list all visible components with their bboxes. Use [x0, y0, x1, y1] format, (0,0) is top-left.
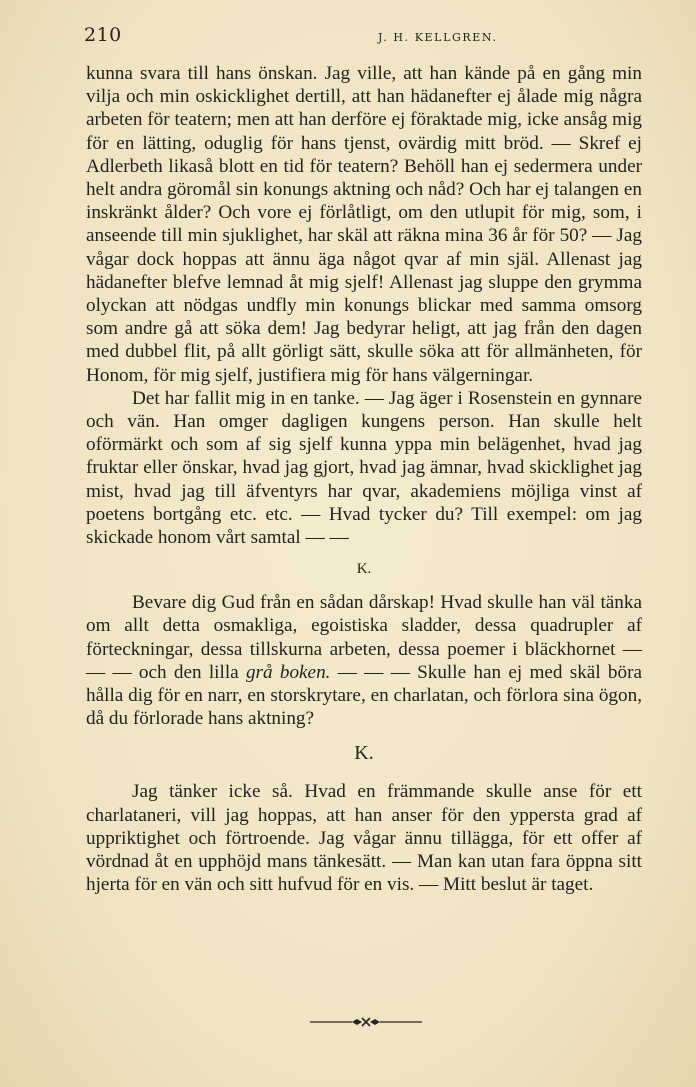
paragraph-final: Jag tänker icke så. Hvad en främmande skulle anse för ett charlataneri, vill jag hoppas, att han anser för den yppersta grad af uppriktighet och förtroende. Jag vågar ännu tillägga, för ett offer af vördnad åt en upphöjd mans tänkesätt. — Man kan utan fara öppna sitt hjerta för en vän och sitt hufvud för en vis. — Mitt beslut är taget.: [86, 781, 642, 896]
italic-book-title: grå boken.: [245, 661, 331, 683]
speaker-label-small: K.: [356, 561, 372, 578]
running-head: J. H. KELLGREN.: [378, 31, 498, 44]
speaker-label-large: K.: [354, 742, 374, 765]
paragraph-rosenstein: Det har fallit mig in en tanke. — Jag äger i Rosenstein en gynnare och vän. Han omger dagligen kungens person. Han skulle helt oförmärkt och som af sig sjelf kunna yppa min belägenhet, hvad jag fruktar eller önskar, hvad jag gjort, hvad jag ämnar, hvad skicklighet jag mist, hvad jag till äfventyrs har qvar, akademiens möjliga vinst af poetens bortgång etc. etc. — Hvad tycker du? Till exempel: om jag skickade honom vårt samtal — —: [86, 387, 642, 549]
reply-text-start: Bevare dig Gud från en sådan dårskap! Hvad skulle han väl tänka om allt detta osmakliga, egoistiska sladder, dessa quadrupler af förteckningar, dessa tillskurna arbeten, dessa poemer i bläckhornet — — — och den lilla: [86, 592, 642, 683]
body-text: [86, 62, 642, 897]
paragraph-continued: kunna svara till hans önskan. Jag ville, att han kände på en gång min vilja och min oskicklighet dertill, att han hädanefter ej ålade mig några arbeten för teatern; men att han derföre ej föraktade mig, icke ansåg mig för en lätting, oduglig för hans tjenst, ovärdig mitt bröd. — Skref ej Adlerbeth likaså blott en tid för teatern? Behöll han ej sedermera under helt andra göromål sin konungs aktning och nåd? Och har ej talangen en inskränkt ålder? Och vore ej förlåtligt, om den utlupit för mig, som, i anseende till min sjuklighet, har skäl att räkna mina 36 år för 50? — Jag vågar dock hoppas att ännu äga något qvar af min själ. Allenast jag hädanefter blefve lemnad åt mig sjelf! Allenast jag sluppe den grymma olyckan att nödgas undfly min konungs blickar med samma omsorg som andre gå att söka dem! Jag bedyrar heligt, att jag från den dagen med dubbel flit, på allt görligt sätt, skulle söka att för allmänheten, för Honom, för mig sjelf, justifiera mig för hans välgerningar.: [86, 63, 642, 386]
reply-text-end: — — — Skulle han ej med skäl böra hålla dig för en narr, en storskrytare, en charlatan, och förlora sina ögon, då du förlorade hans aktning?: [86, 661, 643, 730]
page-number: 210: [84, 24, 122, 46]
page-header: [84, 24, 644, 52]
fleuron-ornament-icon: [310, 1015, 422, 1029]
paragraph-reply: [86, 591, 642, 730]
